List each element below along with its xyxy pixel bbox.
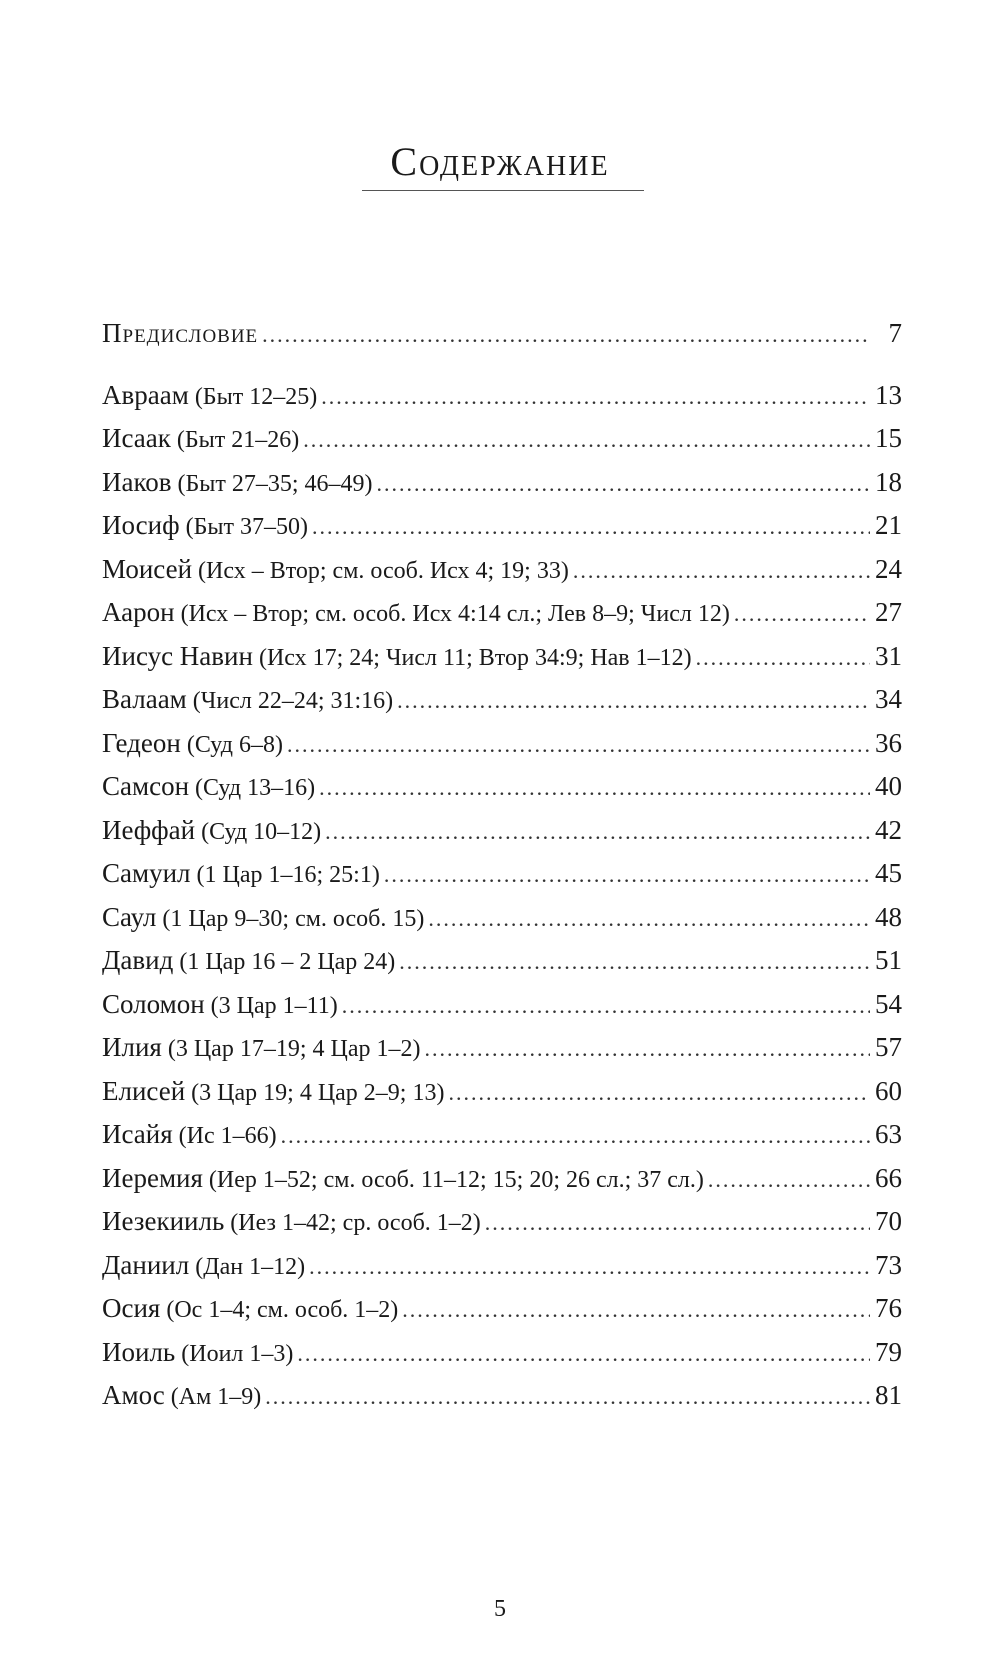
toc-entry-page: 81 xyxy=(875,1380,902,1410)
toc-entry-name: Самсон xyxy=(102,771,190,801)
toc-row[interactable] xyxy=(102,505,902,545)
toc-row[interactable] xyxy=(102,636,902,676)
toc-entry-name: Соломон xyxy=(102,989,205,1019)
dot-leader xyxy=(573,551,870,591)
toc-row[interactable] xyxy=(102,1201,902,1241)
toc-entry-page: 21 xyxy=(875,510,902,540)
toc-entry-name: Даниил xyxy=(102,1250,190,1280)
toc-entry-reference: (Быт 37–50) xyxy=(185,514,308,540)
toc-entry-reference: (Суд 6–8) xyxy=(186,732,283,758)
dot-leader xyxy=(262,315,870,355)
toc-entry-name: Елисей xyxy=(102,1076,186,1106)
toc-entry-page: 60 xyxy=(875,1076,902,1106)
toc-entry-reference: (1 Цар 1–16; 25:1) xyxy=(196,862,380,888)
toc-entry-name: Аарон xyxy=(102,597,175,627)
toc-entry-reference: (Ам 1–9) xyxy=(170,1384,262,1410)
toc-row[interactable] xyxy=(102,1288,902,1328)
toc-entry-name: Самуил xyxy=(102,858,191,888)
dot-leader xyxy=(708,1160,870,1200)
toc-entry-name: Авраам xyxy=(102,380,189,410)
toc-entry-page: 54 xyxy=(875,989,902,1019)
toc-entry-reference: (Суд 10–12) xyxy=(201,819,322,845)
dot-leader xyxy=(399,942,870,982)
toc-entry-page: 57 xyxy=(875,1032,902,1062)
title-underline xyxy=(362,190,644,191)
dot-leader xyxy=(485,1203,870,1243)
dot-leader xyxy=(309,1247,870,1287)
toc-entry-page: 36 xyxy=(875,728,902,758)
title-block xyxy=(0,138,1000,197)
page-number: 5 xyxy=(494,1596,506,1622)
toc-row[interactable] xyxy=(102,940,902,980)
toc-entry-name: Иисус Навин xyxy=(102,641,253,671)
toc-entry-reference: (Исх – Втор; см. особ. Исх 4; 19; 33) xyxy=(198,558,569,584)
toc-row[interactable] xyxy=(102,1375,902,1415)
toc-entry-page: 66 xyxy=(875,1163,902,1193)
toc-row[interactable] xyxy=(102,984,902,1024)
dot-leader xyxy=(397,681,870,721)
toc-entry-name: Илия xyxy=(102,1032,162,1062)
toc-entry-name: Давид xyxy=(102,945,174,975)
toc-row[interactable] xyxy=(102,1158,902,1198)
toc-entry-reference: (3 Цар 1–11) xyxy=(210,993,338,1019)
dot-leader xyxy=(342,986,870,1026)
toc-entry-page: 48 xyxy=(875,902,902,932)
toc-row[interactable] xyxy=(102,1332,902,1372)
toc-row[interactable] xyxy=(102,1027,902,1067)
toc-entry-name: Иаков xyxy=(102,467,172,497)
toc-entry-reference: (Числ 22–24; 31:16) xyxy=(192,688,394,714)
toc-entry-reference: (1 Цар 9–30; см. особ. 15) xyxy=(162,906,425,932)
page-title: Содержание xyxy=(390,139,610,184)
toc-entry-reference: (Исх 17; 24; Числ 11; Втор 34:9; Нав 1–12) xyxy=(258,645,692,671)
toc-row[interactable] xyxy=(102,897,902,937)
dot-leader xyxy=(287,725,870,765)
toc-row[interactable] xyxy=(102,375,902,415)
toc-entry-name: Предисловие xyxy=(102,318,259,348)
toc-entry-reference: (Ис 1–66) xyxy=(178,1123,277,1149)
toc-entry-page: 79 xyxy=(875,1337,902,1367)
toc-entry-reference: (Исх – Втор; см. особ. Исх 4:14 сл.; Лев 8–9; Числ 12) xyxy=(180,601,730,627)
toc-entry-page: 13 xyxy=(875,380,902,410)
dot-leader xyxy=(377,464,870,504)
toc-entry-reference: (Суд 13–16) xyxy=(195,775,316,801)
toc-row[interactable] xyxy=(102,810,902,850)
toc-entry-reference: (Быт 12–25) xyxy=(194,384,318,410)
toc-row[interactable] xyxy=(102,1114,902,1154)
dot-leader xyxy=(384,855,870,895)
toc-entry-name: Осия xyxy=(102,1293,161,1323)
toc-entry-reference: (Быт 21–26) xyxy=(176,427,300,453)
dot-leader xyxy=(265,1377,870,1417)
toc-entry-reference: (Дан 1–12) xyxy=(195,1254,306,1280)
dot-leader xyxy=(312,507,870,547)
toc-row[interactable] xyxy=(102,679,902,719)
toc-row[interactable] xyxy=(102,592,902,632)
toc-entry-page: 63 xyxy=(875,1119,902,1149)
toc-row[interactable] xyxy=(102,766,902,806)
dot-leader xyxy=(424,1029,870,1069)
toc-entry-name: Иоиль xyxy=(102,1337,176,1367)
toc-entry-reference: (Иез 1–42; ср. особ. 1–2) xyxy=(230,1210,481,1236)
toc-entry-reference: (Иоил 1–3) xyxy=(181,1341,294,1367)
toc-entry-reference: (Иер 1–52; см. особ. 11–12; 15; 20; 26 сл.; 37 сл.) xyxy=(208,1167,704,1193)
toc-entry-page: 45 xyxy=(875,858,902,888)
toc-entry-name: Амос xyxy=(102,1380,165,1410)
dot-leader xyxy=(303,420,870,460)
toc-entry-reference: (Быт 27–35; 46–49) xyxy=(177,471,373,497)
dot-leader xyxy=(734,594,870,634)
toc-entry-page: 73 xyxy=(875,1250,902,1280)
toc-entry-page: 18 xyxy=(875,467,902,497)
toc-entry-name: Иеремия xyxy=(102,1163,203,1193)
dot-leader xyxy=(448,1073,870,1113)
toc-entry-page: 27 xyxy=(875,597,902,627)
toc-entry-reference: (3 Цар 19; 4 Цар 2–9; 13) xyxy=(191,1080,445,1106)
toc-entry-page: 42 xyxy=(875,815,902,845)
dot-leader xyxy=(321,377,870,417)
toc-entry-reference: (3 Цар 17–19; 4 Цар 1–2) xyxy=(167,1036,421,1062)
toc-entry-page: 70 xyxy=(875,1206,902,1236)
toc-entry-name: Гедеон xyxy=(102,728,181,758)
toc-entry-page: 7 xyxy=(888,318,902,348)
toc-entry-name: Саул xyxy=(102,902,157,932)
toc-row[interactable] xyxy=(102,418,902,458)
dot-leader xyxy=(696,638,870,678)
dot-leader xyxy=(319,768,870,808)
dot-leader xyxy=(325,812,870,852)
toc-entry-name: Иосиф xyxy=(102,510,180,540)
toc-entry-page: 31 xyxy=(875,641,902,671)
toc-entry-name: Моисей xyxy=(102,554,193,584)
dot-leader xyxy=(402,1290,870,1330)
dot-leader xyxy=(297,1334,870,1374)
toc-entry-page: 15 xyxy=(875,423,902,453)
toc-row[interactable] xyxy=(102,1245,902,1285)
toc-row[interactable] xyxy=(102,723,902,763)
toc-entry-page: 76 xyxy=(875,1293,902,1323)
toc-row[interactable] xyxy=(102,462,902,502)
toc-row[interactable] xyxy=(102,853,902,893)
dot-leader xyxy=(428,899,870,939)
toc-entry-name: Иеффай xyxy=(102,815,196,845)
toc-row-preface[interactable] xyxy=(102,313,902,353)
dot-leader xyxy=(281,1116,870,1156)
toc-entry-name: Исайя xyxy=(102,1119,173,1149)
toc-entry-page: 51 xyxy=(875,945,902,975)
toc-entry-reference: (1 Цар 16 – 2 Цар 24) xyxy=(179,949,396,975)
toc-row[interactable] xyxy=(102,549,902,589)
toc-entry-page: 40 xyxy=(875,771,902,801)
toc-entry-name: Исаак xyxy=(102,423,171,453)
toc-entry-reference: (Ос 1–4; см. особ. 1–2) xyxy=(166,1297,399,1323)
toc-entry-name: Иезекииль xyxy=(102,1206,225,1236)
toc-entry-name: Валаам xyxy=(102,684,187,714)
toc-entry-page: 24 xyxy=(875,554,902,584)
toc-row[interactable] xyxy=(102,1071,902,1111)
toc-entry-page: 34 xyxy=(875,684,902,714)
